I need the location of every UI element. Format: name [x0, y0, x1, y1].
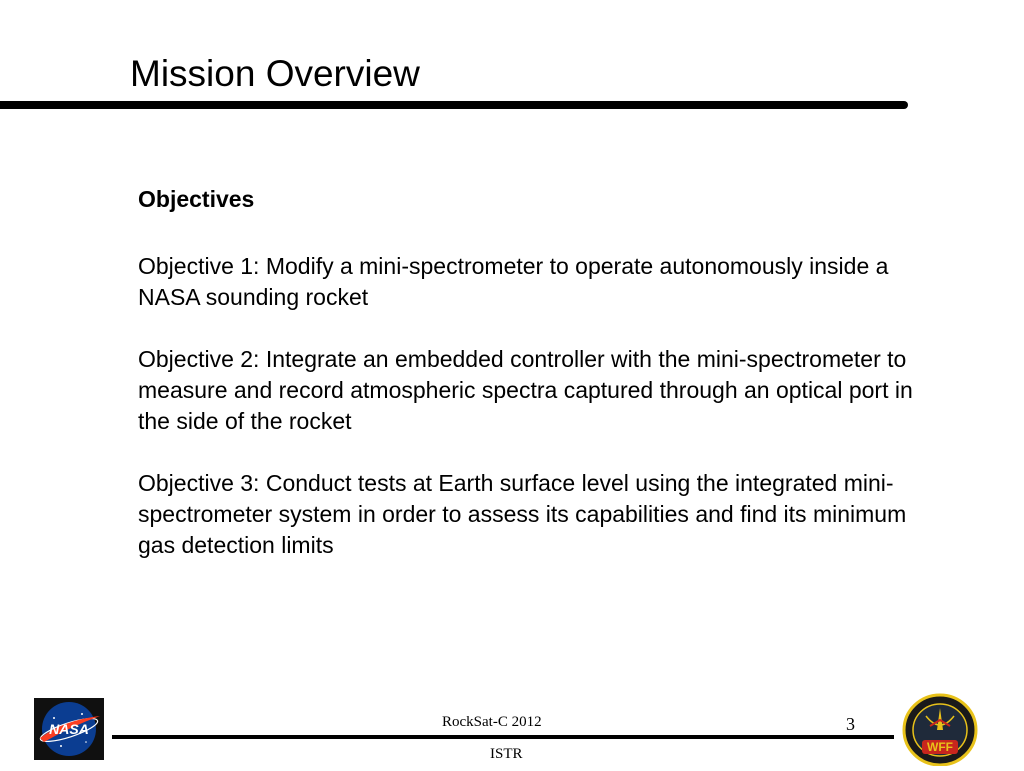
footer-event: RockSat-C 2012 [442, 714, 542, 730]
title-divider [0, 101, 908, 109]
objective-2: Objective 2: Integrate an embedded controller with the mini-spectrometer to measure and record atmospheric spectra captured through an optical port in the side of the rocket [138, 346, 913, 434]
objective-1: Objective 1: Modify a mini-spectrometer to operate autonomously inside a NASA sounding rocket [138, 253, 889, 310]
page-number: 3 [846, 714, 855, 734]
objective-3: Objective 3: Conduct tests at Earth surface level using the integrated mini-spectrometer system in order to assess its capabilities and find its minimum gas detection limits [138, 470, 907, 558]
wff-patch-icon [900, 690, 980, 766]
nasa-logo-icon [34, 698, 104, 760]
footer-org: ISTR [490, 746, 523, 762]
wff-logo-text: WFF [927, 740, 953, 754]
section-heading: Objectives [138, 186, 255, 212]
slide-title: Mission Overview [130, 53, 420, 94]
footer-divider [112, 735, 894, 739]
nasa-logo-text: NASA [49, 721, 89, 737]
slide-body [138, 184, 918, 592]
